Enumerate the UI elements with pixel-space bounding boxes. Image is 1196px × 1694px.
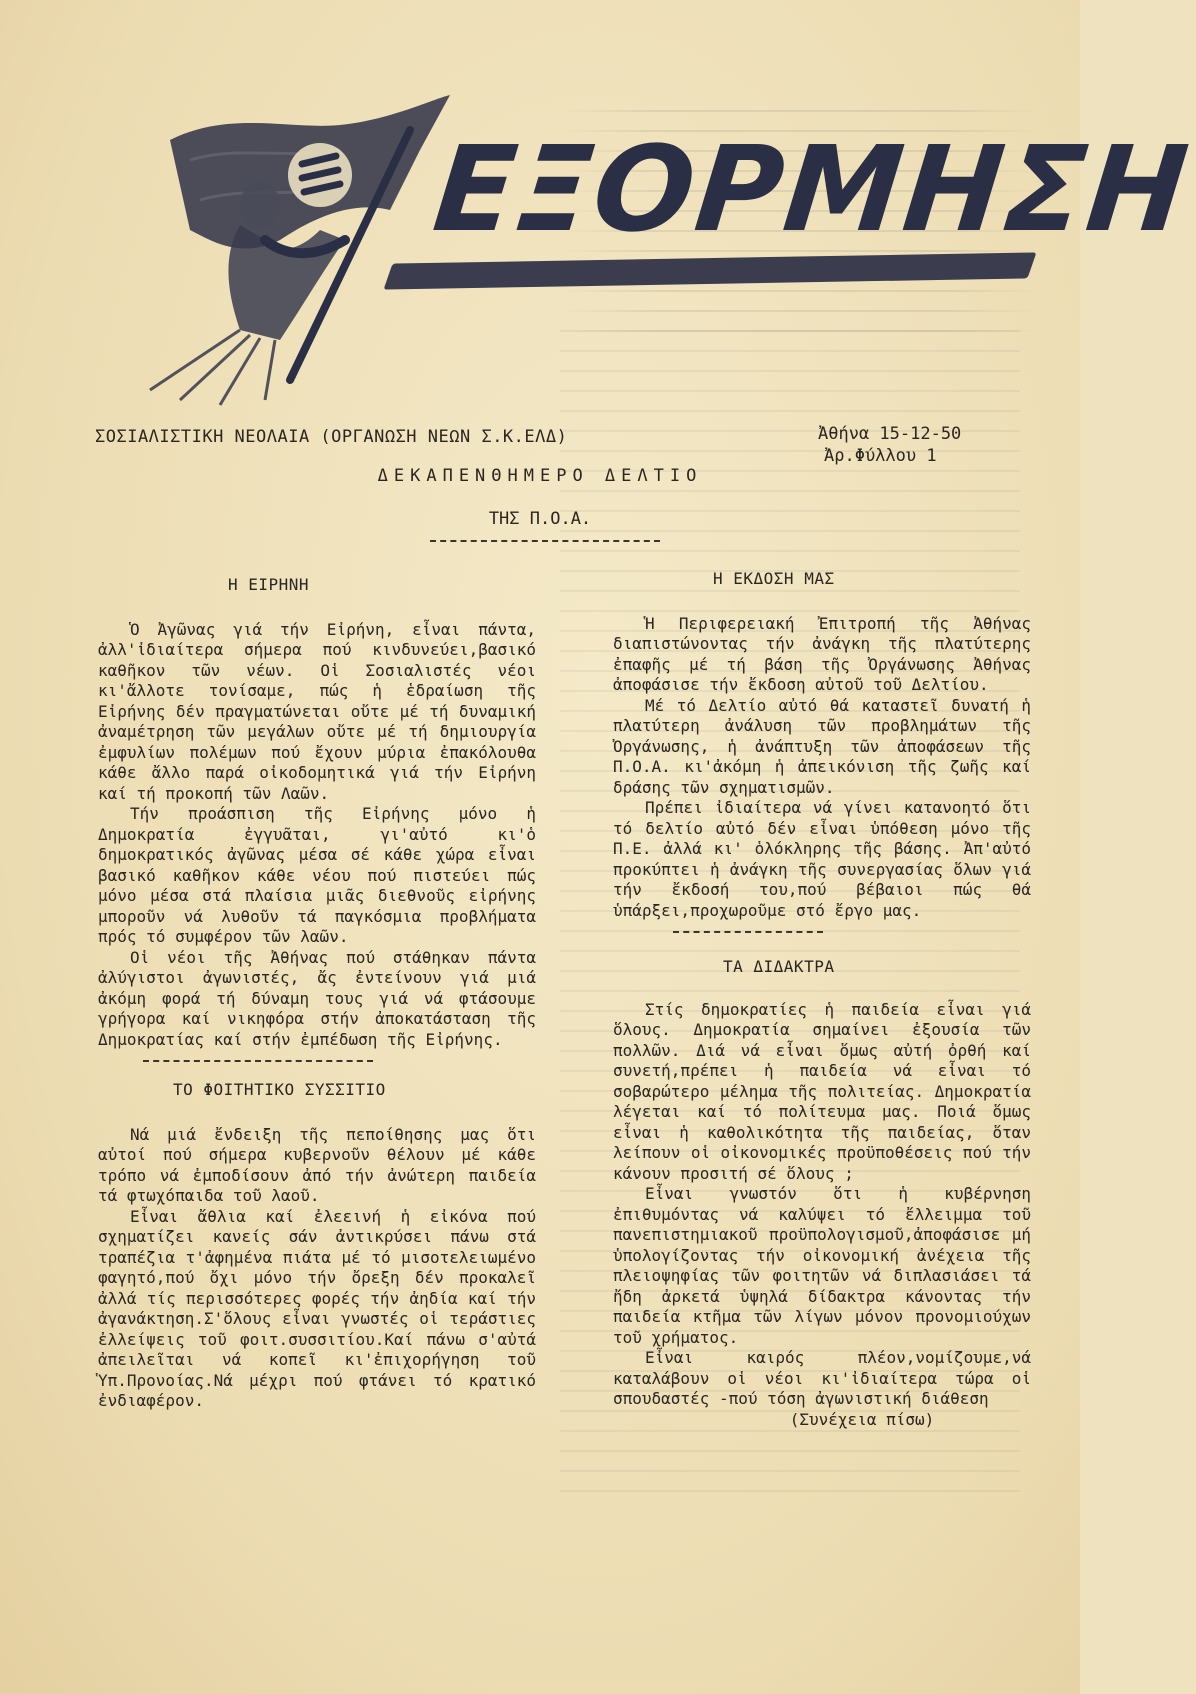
continued-note: (Συνέχεια πίσω): [789, 1409, 935, 1429]
issue-paragraph-2: Μέ τό Δελτίο αὐτό θά καταστεῖ δυνατή ἡ πλατύτερη ἀνάλυση τῶν προβλημάτων τῆς Ὀργάνωσης, ἡ ἀνάπτυξη τῶν ἀποφάσεων τῆς Π.Ο.Α. κι'ἀκόμη ἡ ἀπεικόνιση τῆς ζωῆς καί δράσης τῶν σχηματισμῶν.: [613, 695, 1031, 797]
peace-heading: Η ΕΙΡΗΝΗ: [228, 575, 310, 594]
date-block: [818, 423, 961, 467]
peace-paragraph-2: Τήν προάσπιση τῆς Εἰρήνης μόνο ἡ Δημοκρατία ἐγγυᾶται, γι'αὐτό κι'ὁ δημοκρατικός ἀγῶνας μέσα σέ κάθε χώρα εἶναι βασικό καθῆκον κάθε νέου πού πιστεύει πώς μόνο μέσα στά πλαίσια μιᾶς διεθνοῦς εἰρήνης μποροῦν νά λυθοῦν τά παγκόσμια προβλήματα πρός τό συμφέρον τῶν λαῶν.: [98, 804, 536, 946]
peace-divider: [143, 1060, 373, 1062]
canteen-paragraph-2: Εἶναι ἄθλια καί ἐλεεινή ἡ εἰκόνα πού σχηματίζει κανείς σάν ἀντικρύσει πάνω στά τραπέζια τ'ἀφημένα πιάτα μέ τό μισοτελειωμένο φαγητό,πού ὄχι μόνο τήν ὄρεξη δέν προκαλεῖ ἀλλά τίς περισσότερες φορές τήν ἀηδία καί τήν ἀγανάκτηση.Σ'ὅλους εἶναι γνωστές οἱ τεράστιες ἐλλείψεις τοῦ φοιτ.συσσιτίου.Καί πάνω σ'αὐτά ἀπειλεῖται νά κοπεῖ κι'ἐπιχορήγηση τοῦ Ὑπ.Προνοίας.Νά μέχρι πού φτάνει τό κρατικό ἐνδιαφέρον.: [98, 1206, 536, 1410]
peace-paragraph-3: Οἱ νέοι τῆς Ἀθήνας πού στάθηκαν πάντα ἀλύγιστοι ἀγωνιστές, ἄς ἐντείνουν γιά μιά ἀκόμη φορά τή δύναμη τους γιά νά φτάσουμε γρήγορα καί νικηφόρα στήν ἀποκατάσταση τῆς Δημοκρατίας καί στήν ἐμπέδωση τῆς Εἰρήνης.: [98, 947, 536, 1049]
masthead-title: ΕΞΟΡΜΗΣΗ: [427, 120, 1196, 258]
masthead: [90, 90, 1196, 410]
organization-line: ΣΟΣΙΑΛΙΣΤΙΚΗ ΝΕΟΛΑΙΑ (ΟΡΓΑΝΩΣΗ ΝΕΩΝ Σ.Κ.ΕΛΔ): [95, 427, 568, 447]
issue-paragraph-3: Πρέπει ἰδιαίτερα νά γίνει κατανοητό ὅτι τό δελτίο αὐτό δέν εἶναι ὑπόθεση μόνο τῆς Π.Ε. ἀλλά κι' ὁλόκληρης τῆς βάσης. Ἀπ'αὐτό προκύπτει ἡ ἀνάγκη τῆς συνεργασίας ὅλων γιά τήν ἔκδοσή του,πού βέβαιοι πώς θά ὑπάρξει,προχωροῦμε στό ἔργο μας.: [613, 798, 1031, 920]
canteen-paragraph-1: Νά μιά ἔνδειξη τῆς πεποίθησης μας ὅτι αὐτοί πού σήμερα κυβερνοῦν θέλουν μέ κάθε τρόπο νά ἐμποδίσουν ἀπό τήν ἀνώτερη παιδεία τά φτωχόπαιδα τοῦ λαοῦ.: [98, 1124, 536, 1205]
header-divider: [430, 540, 660, 542]
right-column: [613, 569, 1031, 1430]
poa-subtitle: ΤΗΣ Π.Ο.Α.: [488, 509, 592, 529]
issue-paragraph-1: Ἡ Περιφερειακή Ἐπιτροπή τῆς Ἀθήνας διαπιστώνοντας τήν ἀνάγκη τῆς πλατύτερης ἐπαφῆς μέ τή βάση τῆς Ὀργάνωσης Ἀθήνας ἀποφάσισε τήν ἔκδοση αὐτοῦ τοῦ Δελτίου.: [613, 613, 1031, 694]
peace-paragraph-1: Ὁ Ἀγῶνας γιά τήν Εἰρήνη, εἶναι πάντα, ἀλλ'ἰδιαίτερα σήμερα πού κινδυνεύει,βασικό καθῆκον τῶν νέων. Οἱ Σοσιαλιστές νέοι κι'ἄλλοτε τονίσαμε, πώς ἡ ἑδραίωση τῆς Εἰρήνης δέν πραγματώνεται οὔτε μέ τή δυναμική ἀναμέτρηση τῶν μεγάλων οὔτε μέ τή δημιουργία ἐμφυλίων πολέμων πού ἔχουν μύρια ἐπακόλουθα κάθε ἄλλο παρά οἰκοδομητικά γιά τήν Εἰρήνη καί τή προκοπή τῶν Λαῶν.: [98, 619, 536, 803]
issue-heading: Η ΕΚΔΟΣΗ ΜΑΣ: [713, 569, 835, 588]
issue-divider: [673, 931, 823, 933]
fees-paragraph-1: Στίς δημοκρατίες ἡ παιδεία εἶναι γιά ὅλους. Δημοκρατία σημαίνει ἐξουσία τῶν πολλῶν. Διά νά εἶναι ὅμως αὐτή ὀρθή καί συνετή,πρέπει ἡ παιδεία νά εἶναι τό σοβαρώτερο μέλημα τῆς πολιτείας. Δημοκρατία λέγεται καί τό πολίτευμα μας. Ποιά ὅμως εἶναι ἡ καθολικότητα τῆς παιδείας, ὅταν λείπουν οἱ οἰκονομικές προϋποθέσεις πού τήν κάνουν προσιτή σέ ὅλους ;: [613, 999, 1031, 1183]
fees-paragraph-2: Εἶναι γνωστόν ὅτι ἡ κυβέρνηση ἐπιθυμόντας νά καλύψει τό ἔλλειμμα τοῦ πανεπιστημιακοῦ προϋπολογισμοῦ,ἀποφάσισε μή ὑπολογίζοντας τήν οἰκονομική ἀνέχεια τῆς πλειοψηφίας τῶν φοιτητῶν νά διπλασιάσει τά ἤδη ἀρκετά ὑψηλά δίδακτρα κάνοντας τήν παιδεία κτῆμα τῶν λίγων μόνον προνομιούχων τοῦ χρήματος.: [613, 1184, 1031, 1347]
canteen-heading: ΤΟ ΦΟΙΤΗΤΙΚΟ ΣΥΣΣΙΤΙΟ: [173, 1080, 386, 1099]
left-column: [98, 575, 536, 1412]
issue-number: Ἀρ.Φύλλου 1: [824, 446, 937, 466]
bulletin-subtitle: ΔΕΚΑΠΕΝΘΗΜΕΡΟ ΔΕΛΤΙΟ: [377, 466, 703, 486]
fees-paragraph-3: Εἶναι καιρός πλέον,νομίζουμε,νά καταλάβουν οἱ νέοι κι'ἰδιαίτερα τώρα οἱ σπουδαστές -πού τόση ἀγωνιστική διάθεση: [613, 1348, 1031, 1408]
issue-date: Ἀθήνα 15-12-50: [818, 424, 962, 444]
fees-heading: ΤΑ ΔΙΔΑΚΤΡΑ: [723, 957, 835, 976]
